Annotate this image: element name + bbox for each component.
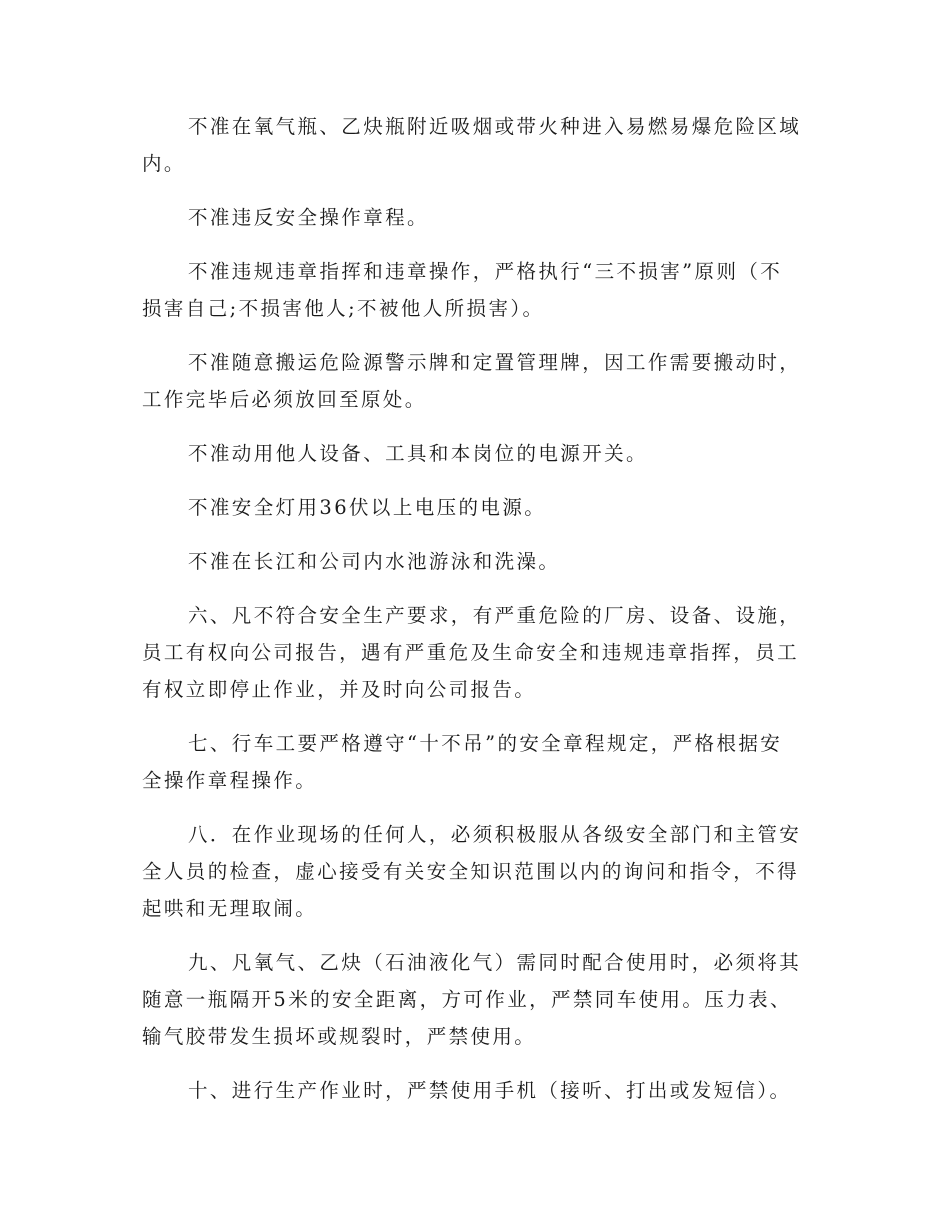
text-line: 员工有权向公司报告，遇有严重危及生命安全和违规违章指挥，员工 bbox=[142, 641, 800, 664]
text-line: 九、凡氧气、乙炔（石油液化气）需同时配合使用时，必须将其 bbox=[188, 951, 802, 974]
text-line: 不准违规违章指挥和违章操作，严格执行“三不损害”原则（不 bbox=[188, 260, 783, 283]
text-line: 不准违反安全操作章程。 bbox=[188, 206, 429, 229]
text-line: 六、凡不符合安全生产要求，有严重危险的厂房、设备、设施， bbox=[188, 604, 802, 627]
text-line: 内。 bbox=[142, 152, 186, 175]
text-line: 不准随意搬运危险源警示牌和定置管理牌，因工作需要搬动时， bbox=[188, 351, 802, 374]
paragraph bbox=[142, 253, 810, 327]
text-line: 有权立即停止作业，并及时向公司报告。 bbox=[142, 678, 537, 701]
paragraph bbox=[142, 543, 810, 580]
paragraph bbox=[142, 816, 810, 927]
paragraph bbox=[142, 344, 810, 418]
text-line: 不准动用他人设备、工具和本岗位的电源开关。 bbox=[188, 442, 648, 465]
paragraph bbox=[142, 944, 810, 1055]
text-line: 不准在氧气瓶、乙炔瓶附近吸烟或带火种进入易燃易爆危险区域 bbox=[188, 115, 802, 138]
text-line: 输气胶带发生损坏或规裂时，严禁使用。 bbox=[142, 1025, 537, 1048]
text-line: 八．在作业现场的任何人，必须积极服从各级安全部门和主管安 bbox=[188, 823, 802, 846]
paragraph bbox=[142, 1072, 810, 1109]
text-line: 不准在长江和公司内水池游泳和洗澡。 bbox=[188, 550, 561, 573]
paragraph bbox=[142, 489, 810, 526]
text-line: 起哄和无理取闹。 bbox=[142, 897, 318, 920]
text-line: 随意一瓶隔开5米的安全距离，方可作业，严禁同车使用。压力表、 bbox=[142, 988, 792, 1011]
paragraph bbox=[142, 435, 810, 472]
paragraph bbox=[142, 199, 810, 236]
text-line: 损害自己;不损害他人;不被他人所损害）。 bbox=[142, 297, 545, 320]
text-line: 不准安全灯用36伏以上电压的电源。 bbox=[188, 496, 547, 519]
paragraph bbox=[142, 725, 810, 799]
document-body bbox=[142, 108, 810, 1126]
paragraph bbox=[142, 597, 810, 708]
paragraph bbox=[142, 108, 810, 182]
text-line: 全人员的检查，虚心接受有关安全知识范围以内的询问和指令，不得 bbox=[142, 860, 800, 883]
text-line: 工作完毕后必须放回至原处。 bbox=[142, 388, 427, 411]
text-line: 十、进行生产作业时，严禁使用手机（接听、打出或发短信）。 bbox=[188, 1079, 792, 1102]
text-line: 七、行车工要严格遵守“十不吊”的安全章程规定，严格根据安 bbox=[188, 732, 783, 755]
text-line: 全操作章程操作。 bbox=[142, 769, 318, 792]
